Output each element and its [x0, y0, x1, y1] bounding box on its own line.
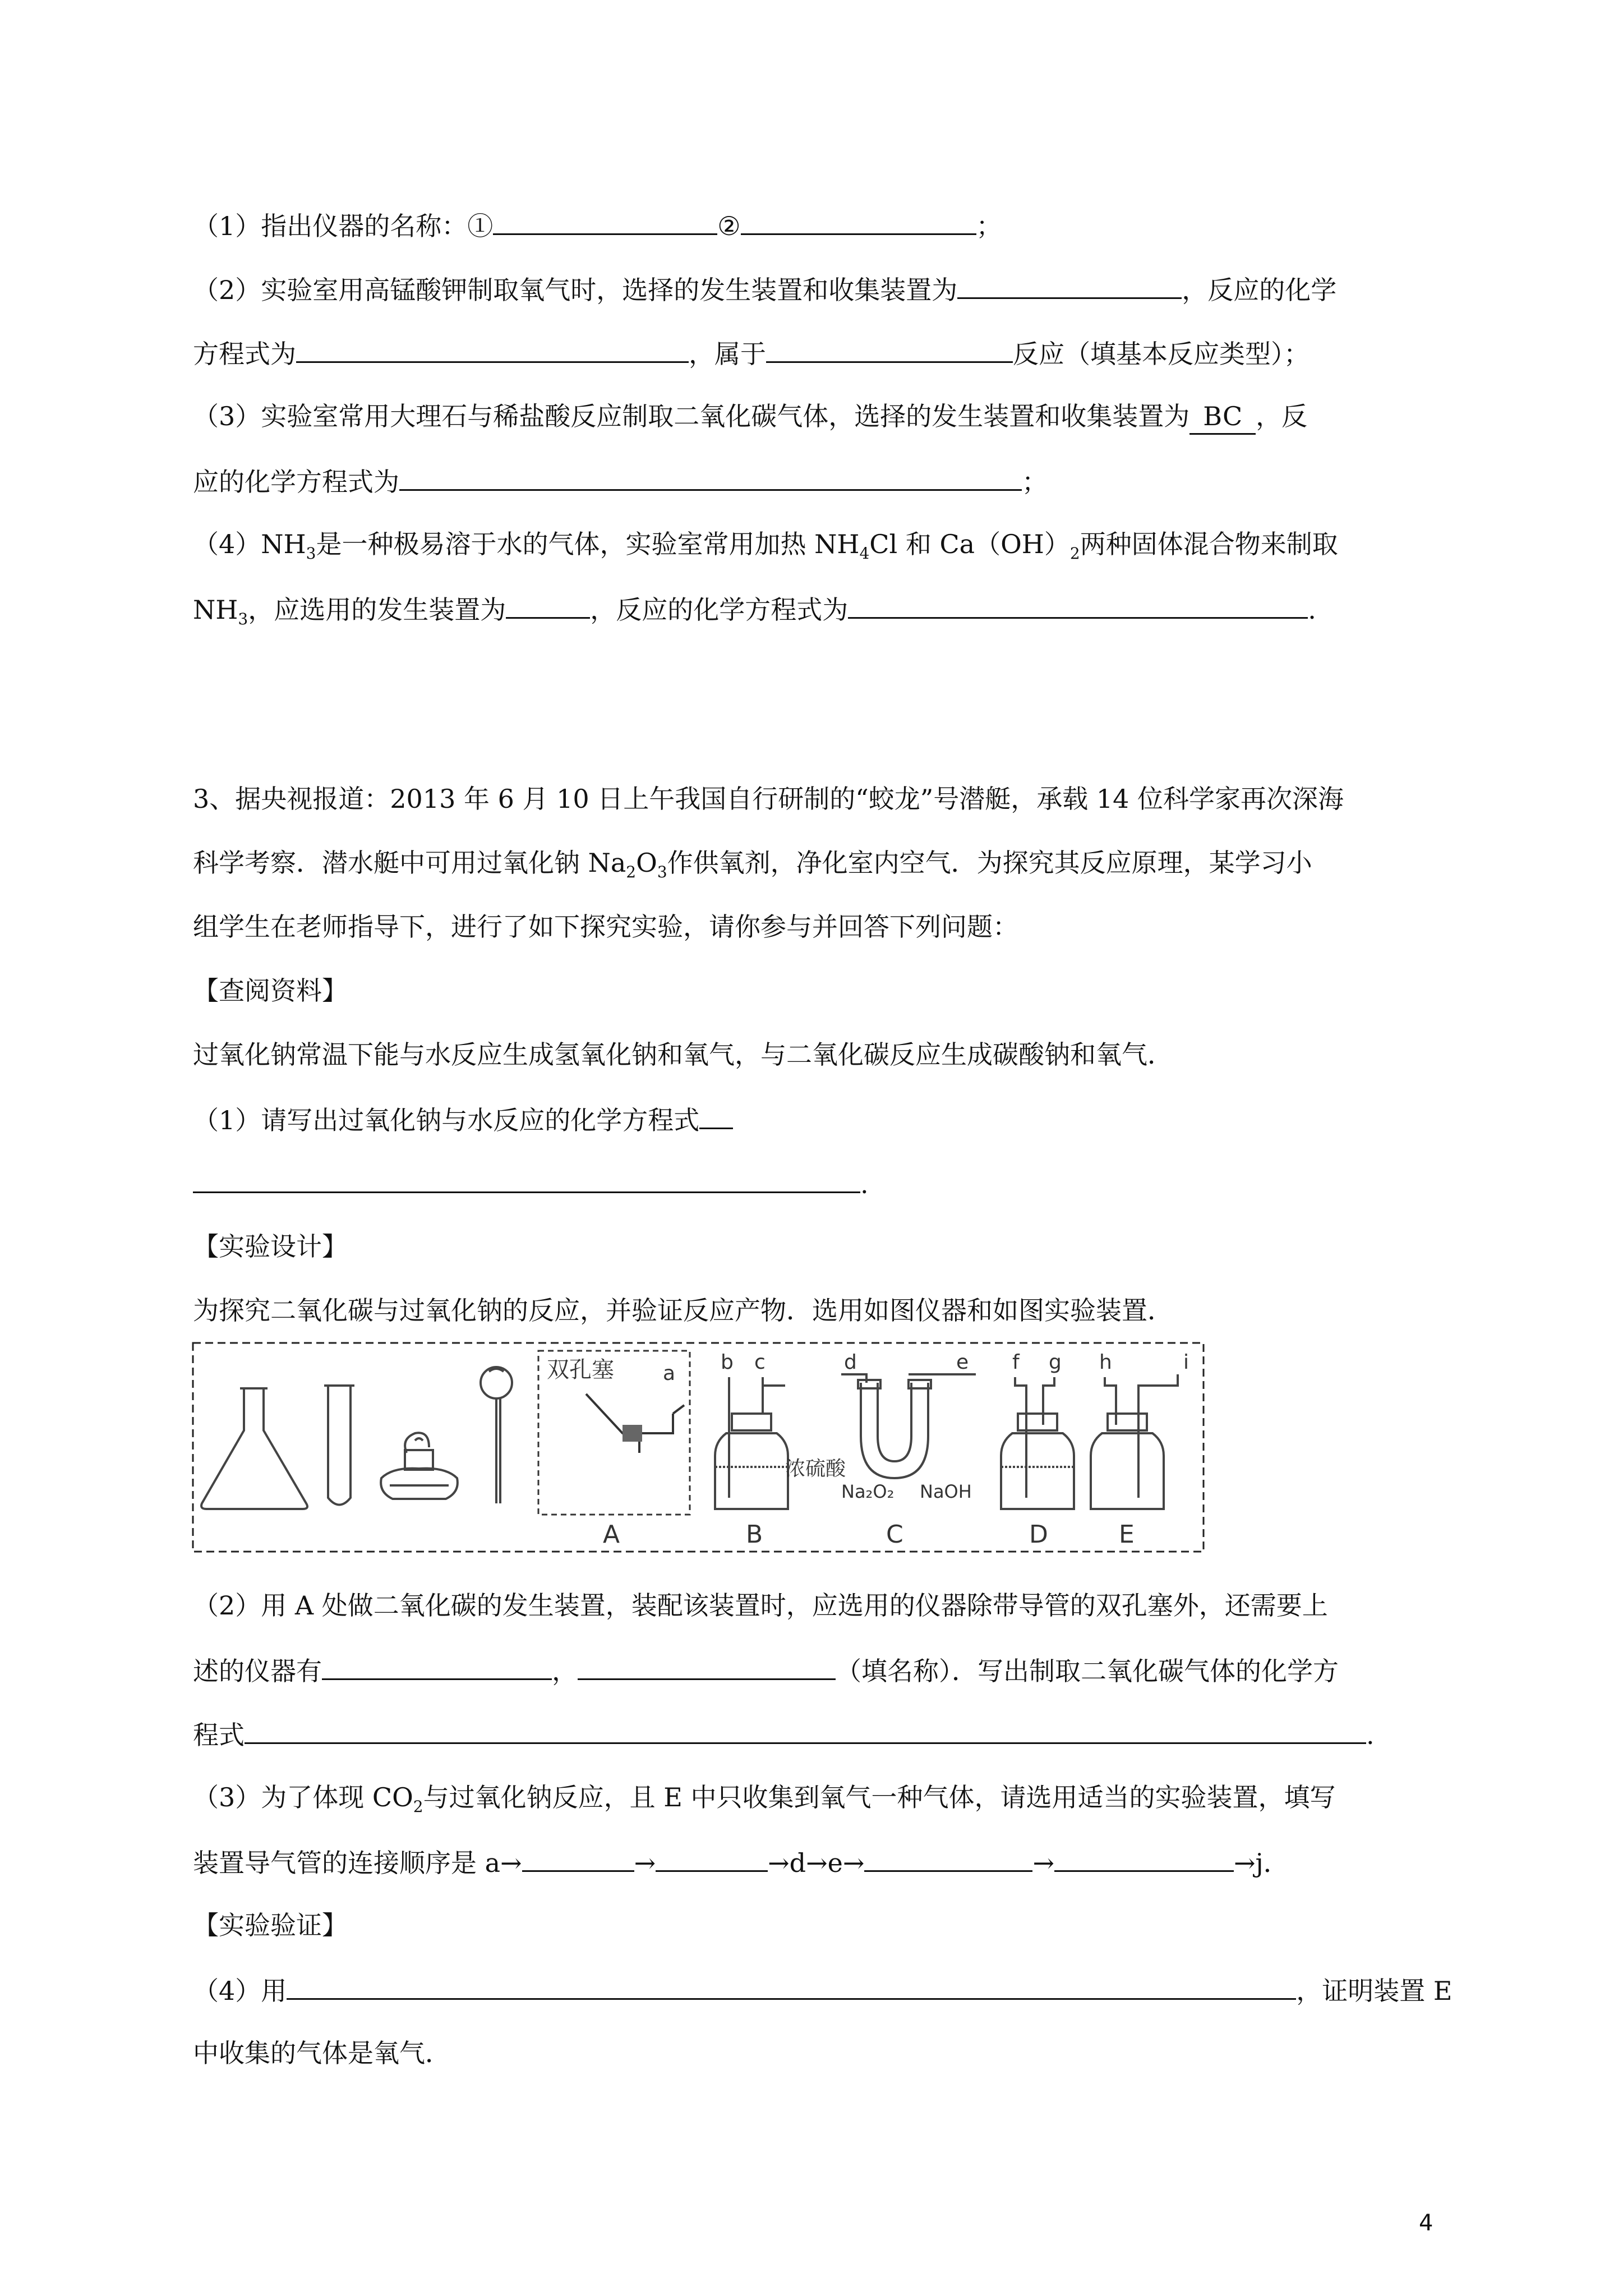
apparatus-E [1091, 1351, 1189, 1549]
q3-design: 为探究二氧化碳与过氧化钠的反应，并验证反应产物．选用如图仪器和如图实验装置． [193, 1295, 1173, 1326]
port-i-label: i [1183, 1351, 1189, 1374]
q3-intro2-a: 科学考察．潜水艇中可用过氧化钠 Na [193, 848, 626, 878]
q2-part1-circle2: ② [717, 211, 741, 241]
q3-sub4-line1 [193, 1972, 1452, 2008]
q2-part1 [193, 208, 1002, 243]
q2-part3b-text: 应的化学方程式为 [193, 467, 399, 497]
answer-blank-9b[interactable] [193, 1166, 860, 1193]
stopper-icon [623, 1425, 642, 1442]
test-tube-icon [324, 1386, 354, 1505]
q2-part4-line2 [193, 591, 1316, 636]
label-A: A [603, 1520, 620, 1549]
stopper-tube-icon [586, 1394, 684, 1453]
q2-part4-c: Cl 和 Ca（OH） [869, 529, 1070, 559]
q2-part2 [193, 272, 1336, 307]
reagent-h2so4-label: 浓硫酸 [785, 1457, 846, 1480]
q3-sub1-end: . [860, 1169, 869, 1199]
answer-blank-7[interactable] [506, 591, 590, 619]
q2-part4b-d: . [1308, 595, 1316, 625]
q3-sub3-line1 [193, 1780, 1335, 1824]
q2-part2b-end: 反应（填基本反应类型）； [1013, 339, 1310, 369]
q3-sub2b-a: 述的仪器有 [193, 1656, 322, 1686]
reagent-naoh-label: NaOH [920, 1481, 972, 1502]
section-heading-reference: 【查阅资料】 [193, 976, 348, 1006]
q2-part2b-mid: ，属于 [689, 339, 766, 369]
q2-part3-end: ，反 [1256, 401, 1308, 431]
answer-blank-8[interactable] [848, 591, 1308, 619]
q3-sub2b-c: （填名称）．写出制取二氧化碳气体的化学方 [836, 1656, 1339, 1686]
q3-intro2-b: O [636, 848, 657, 878]
q3-sub2-line3 [193, 1717, 1375, 1752]
q2-part3-text: （3）实验室常用大理石与稀盐酸反应制取二氧化碳气体，选择的发生装置和收集装置为 [193, 401, 1190, 431]
answer-blank-10[interactable] [322, 1653, 552, 1680]
port-g-label: g [1049, 1351, 1062, 1374]
apparatus-A [538, 1351, 690, 1549]
section-heading-verification: 【实验验证】 [193, 1910, 348, 1940]
answer-blank-11[interactable] [578, 1653, 836, 1680]
double-hole-stopper-label: 双孔塞 [547, 1357, 614, 1383]
reagent-na2o2-label: Na₂O₂ [841, 1481, 895, 1502]
q2-part4-a-sub: 3 [306, 544, 316, 563]
apparatus-D [1001, 1351, 1074, 1549]
label-D: D [1029, 1520, 1048, 1549]
alcohol-lamp-icon [381, 1433, 458, 1499]
answer-blank-9a[interactable] [699, 1102, 733, 1129]
q3-sub4a-a: （4）用 [193, 1976, 287, 2006]
q3-sub3b-b: → [634, 1848, 656, 1878]
q3-sub3b-d: → [1032, 1848, 1054, 1878]
section-heading-design: 【实验设计】 [193, 1231, 348, 1262]
q2-part3b-end: ； [1022, 467, 1048, 497]
q2-part4-a: （4）NH [193, 529, 306, 559]
q2-part4-d: 两种固体混合物来制取 [1080, 529, 1338, 559]
filled-answer-bc: BC [1189, 399, 1256, 435]
answer-blank-16[interactable] [1054, 1844, 1234, 1872]
q3-sub4-line2: 中收集的气体是氧气． [193, 2038, 451, 2068]
answer-blank-3[interactable] [957, 272, 1182, 299]
q3-sub2c-a: 程式 [193, 1720, 245, 1750]
answer-blank-5[interactable] [766, 335, 1013, 363]
apparatus-figure [191, 1341, 1206, 1554]
q2-part4-c-sub: 2 [1069, 544, 1080, 563]
q3-sub2b-b: ， [552, 1656, 578, 1686]
q3-sub2-line2 [193, 1653, 1339, 1688]
port-c-label: c [754, 1351, 766, 1374]
q3-sub2-line1: （2）用 A 处做二氧化碳的发生装置，装配该装置时，应选用的仪器除带导管的双孔塞外，还需要上 [193, 1590, 1328, 1621]
q2-part2-line2 [193, 335, 1310, 371]
q2-part4 [193, 527, 1338, 570]
q2-part4b-b: ，应选用的发生装置为 [248, 595, 506, 625]
q3-intro2-b-sub: 3 [657, 863, 667, 882]
answer-blank-4[interactable] [296, 335, 689, 363]
q3-sub1-text: （1）请写出过氧化钠与水反应的化学方程式 [193, 1105, 700, 1135]
q2-part2b-text: 方程式为 [193, 339, 296, 369]
q2-part2-text: （2）实验室用高锰酸钾制取氧气时，选择的发生装置和收集装置为 [193, 275, 958, 305]
q3-sub1-line2 [193, 1166, 869, 1201]
answer-blank-12[interactable] [245, 1717, 1366, 1744]
answer-blank-2[interactable] [741, 208, 976, 235]
port-d-label: d [844, 1351, 857, 1374]
label-C: C [886, 1520, 903, 1549]
port-f-label: f [1012, 1351, 1020, 1374]
q3-sub3b-c: →d→e→ [768, 1848, 865, 1878]
q3-sub3a-sub: 2 [413, 1797, 423, 1816]
q2-part3-line2 [193, 463, 1048, 499]
q2-part4b-c: ，反应的化学方程式为 [590, 595, 849, 625]
q3-sub3a-b: 与过氧化钠反应，且 E 中只收集到氧气一种气体，请选用适当的实验装置，填写 [423, 1782, 1336, 1812]
label-B: B [746, 1520, 763, 1549]
q3-sub3b-a: 装置导气管的连接顺序是 a→ [193, 1848, 522, 1878]
q3-intro-line2 [193, 846, 1312, 889]
q2-part4-b: 是一种极易溶于水的气体，实验室常用加热 NH [316, 529, 860, 559]
apparatus-B [715, 1351, 846, 1549]
answer-blank-1[interactable] [493, 208, 717, 235]
q3-intro-line3: 组学生在老师指导下，进行了如下探究实验，请你参与并回答下列问题： [193, 912, 1018, 942]
funnel-icon [481, 1367, 512, 1503]
q3-intro2-a-sub: 2 [626, 863, 637, 882]
q3-sub3a-a: （3）为了体现 CO [193, 1782, 413, 1812]
q2-part3 [193, 399, 1307, 435]
apparatus-C [841, 1351, 976, 1549]
q2-part1-text: （1）指出仪器的名称：① [193, 211, 494, 241]
answer-blank-17[interactable] [287, 1972, 1296, 2000]
q2-part2-end: ，反应的化学 [1182, 275, 1337, 305]
q3-info: 过氧化钠常温下能与水反应生成氢氧化钠和氧气，与二氧化碳反应生成碳酸钠和氧气． [193, 1039, 1173, 1070]
q3-sub2c-b: . [1366, 1720, 1375, 1750]
conical-flask-icon [201, 1388, 307, 1509]
answer-blank-14[interactable] [656, 1844, 768, 1872]
port-e-label: e [956, 1351, 969, 1374]
q3-intro2-c: 作供氧剂，净化室内空气．为探究其反应原理，某学习小 [667, 848, 1312, 878]
q3-sub1 [193, 1102, 733, 1137]
q3-sub3b-e: →j． [1234, 1848, 1289, 1878]
answer-blank-15[interactable] [864, 1844, 1032, 1872]
answer-blank-6[interactable] [399, 463, 1022, 491]
port-b-label: b [721, 1351, 734, 1374]
port-a-label: a [663, 1362, 676, 1385]
q2-part4-b-sub: 4 [859, 544, 870, 563]
answer-blank-13[interactable] [522, 1844, 634, 1872]
q2-part1-end: ； [976, 211, 1002, 241]
q3-sub4a-b: ，证明装置 E [1296, 1976, 1453, 2006]
page-number: 4 [1419, 2210, 1433, 2236]
q3-intro-line1: 3、据央视报道：2013 年 6 月 10 日上午我国自行研制的“蛟龙”号潜艇，承载 14 位科学家再次深海 [193, 784, 1344, 814]
port-h-label: h [1099, 1351, 1112, 1374]
q3-sub3-line2 [193, 1844, 1289, 1880]
label-E: E [1119, 1520, 1135, 1549]
q2-part4b-a: NH [193, 595, 238, 625]
figure-dashed-border [193, 1343, 1204, 1552]
q2-part4b-a-sub: 3 [238, 610, 248, 629]
